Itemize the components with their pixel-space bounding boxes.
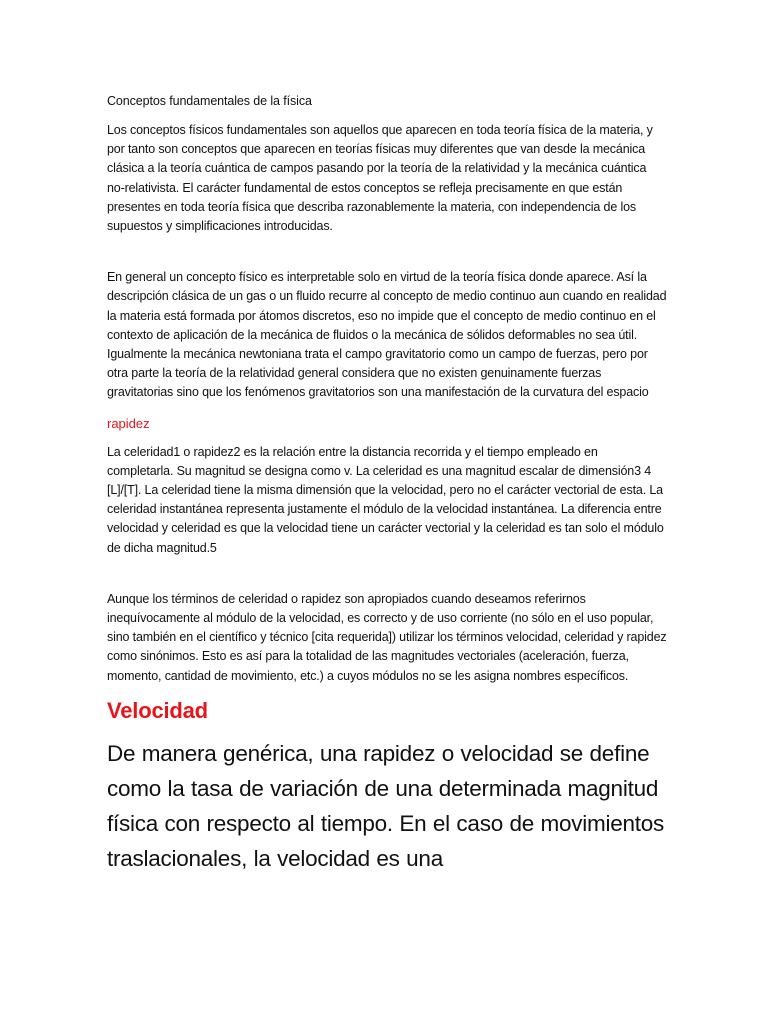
paragraph-rapidez-2: Aunque los términos de celeridad o rapidez son apropiados cuando deseamos referirnos inequívocamente al módulo de la velocidad, es correcto y de uso corriente (no sólo en el uso popular, sino también en el científico y técnico [cita requerida]) utilizar los términos velocidad, celeridad y rapidez como sinónimos. Esto es así para la totalidad de las magnitudes vectoriales (aceleración, fuerza, momento, cantidad de movimiento, etc.) a cuyos módulos no se les asigna nombres específicos. [107, 591, 667, 683]
document-body [107, 92, 667, 876]
paragraph-spacer [107, 236, 667, 268]
velocidad-heading: Velocidad [107, 697, 208, 723]
rapidez-heading: rapidez [107, 415, 150, 431]
paragraph-spacer [107, 558, 667, 590]
paragraph-spacer [107, 403, 667, 415]
paragraph-intro-1: Los conceptos físicos fundamentales son aquellos que aparecen en toda teoría física de la materia, y por tanto son conceptos que aparecen en teorías físicas muy diferentes que van desde la mecánica clásica a la teoría cuántica de campos pasando por la teoría de la relatividad y la mecánica cuántica no-relativista. El carácter fundamental de estos conceptos se refleja precisamente en que están presentes en toda teoría física que describa razonablemente la materia, con independencia de los supuestos y simplificaciones introducidas. [107, 123, 653, 234]
paragraph-intro-2: En general un concepto físico es interpretable solo en virtud de la teoría física donde aparece. Así la descripción clásica de un gas o un fluido recurre al concepto de medio continuo aun cuando en realidad la materia está formada por átomos discretos, eso no impide que el concepto de medio continuo en el contexto de aplicación de la mecánica de fluidos o la mecánica de sólidos deformables no sea útil. Igualmente la mecánica newtoniana trata el campo gravitatorio como un campo de fuerzas, pero por otra parte la teoría de la relatividad general considera que no existen genuinamente fuerzas gravitatorias sino que los fenómenos gravitatorios son una manifestación de la curvatura del espacio [107, 270, 667, 400]
document-title: Conceptos fundamentales de la física [107, 94, 312, 108]
velocidad-paragraph: De manera genérica, una rapidez o velocidad se define como la tasa de variación de una determinada magnitud física con respecto al tiempo. En el caso de movimientos traslacionales, la velocidad es una [107, 740, 665, 871]
paragraph-rapidez-1: La celeridad1 o rapidez2 es la relación entre la distancia recorrida y el tiempo empleado en completarla. Su magnitud se designa como v. La celeridad es una magnitud escalar de dimensión3 4 [L]/[T]. La celeridad tiene la misma dimensión que la velocidad, pero no el carácter vectorial de esta. La celeridad instantánea representa justamente el módulo de la velocidad instantánea. La diferencia entre velocidad y celeridad es que la velocidad tiene un carácter vectorial y la celeridad es tan solo el módulo de dicha magnitud.5 [107, 444, 664, 555]
